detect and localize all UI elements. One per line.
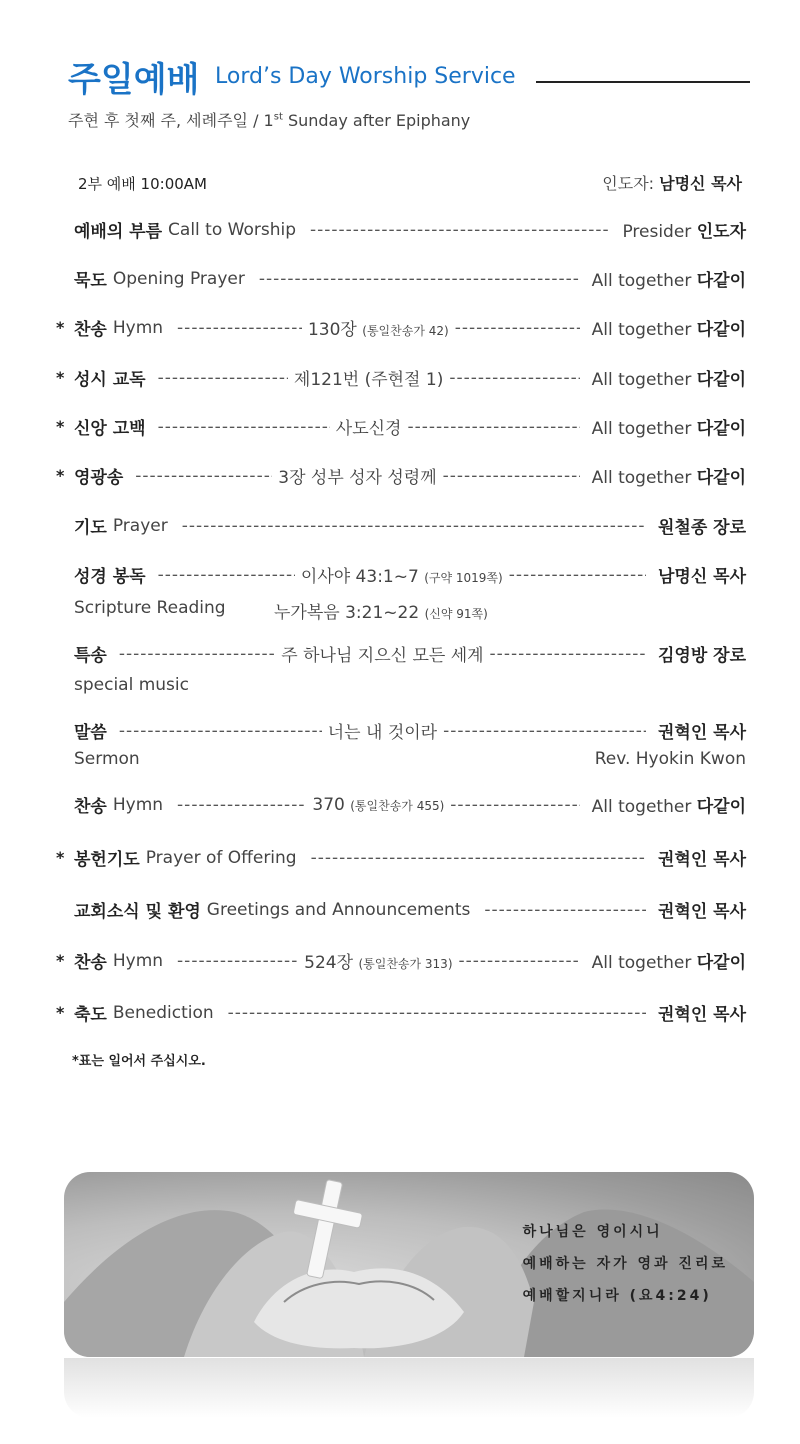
leader-dashes — [182, 516, 646, 536]
page-title-english: Lord’s Day Worship Service — [215, 64, 516, 89]
item-title-english: Call to Worship — [168, 219, 296, 240]
order-item — [74, 718, 746, 743]
verse-banner — [64, 1172, 754, 1357]
scripture-subline — [74, 598, 746, 623]
item-title: 영광송 — [74, 468, 124, 488]
item-leader — [658, 562, 746, 587]
item-detail — [281, 641, 483, 666]
sermon-subline — [74, 749, 746, 769]
item-detail — [312, 795, 444, 815]
verse-line-1: 하나님은 영이시니 — [522, 1224, 663, 1240]
item-leader-korean: 다같이 — [696, 468, 746, 488]
item-leader — [592, 414, 746, 439]
item-leader-english: All together — [591, 370, 692, 390]
leader-dashes — [450, 795, 579, 815]
leader-dashes — [459, 951, 580, 971]
order-item — [56, 948, 746, 973]
item-detail-text: 제121번 (주현절 1) — [293, 370, 444, 390]
subtitle — [68, 108, 470, 131]
leader-dashes — [443, 721, 646, 741]
item-detail-text: 사도신경 — [335, 419, 402, 439]
leader-dashes — [228, 1003, 646, 1023]
special-music-label: special music — [74, 675, 189, 695]
header — [68, 52, 758, 100]
item-detail — [304, 948, 452, 973]
item-leader — [592, 365, 746, 390]
scripture-second-reading — [274, 598, 488, 623]
sermon-speaker-english: Rev. Hyokin Kwon — [594, 749, 746, 769]
item-leader-korean: 남명신 목사 — [657, 567, 747, 587]
item-title: 찬송 — [74, 797, 107, 817]
title-divider — [536, 81, 750, 83]
item-leader — [658, 718, 746, 743]
item-detail — [278, 463, 436, 488]
verse-line-3: 예배할지니라 (요4:24) — [522, 1288, 712, 1304]
service-time: 2부 예배 10:00AM — [78, 175, 207, 193]
item-leader — [658, 641, 746, 666]
item-title-english: Greetings and Announcements — [206, 899, 471, 920]
item-detail — [308, 315, 449, 340]
item-title: 성경 봉독 — [74, 567, 146, 587]
item-detail-text: 370 — [312, 794, 345, 815]
item-leader-english: All together — [591, 320, 692, 340]
standing-mark: * — [56, 1003, 65, 1022]
leader-dashes — [119, 721, 322, 741]
item-leader-english: All together — [591, 468, 692, 488]
order-item — [56, 845, 746, 870]
leader-dashes — [177, 795, 306, 815]
item-leader — [592, 792, 746, 817]
item-title-english: Opening Prayer — [112, 268, 245, 289]
verse-line-2: 예배하는 자가 영과 진리로 — [522, 1256, 728, 1272]
leader-dashes — [119, 644, 275, 664]
subtitle-text-a: 주현 후 첫째 주, 세례주일 / 1 — [68, 111, 274, 130]
scripture-second-ref: 누가복음 3:21~22 — [274, 603, 420, 623]
item-leader — [592, 315, 746, 340]
item-detail-text: 524장 — [304, 953, 354, 973]
order-item — [56, 315, 746, 340]
item-title: 찬송 — [74, 953, 107, 973]
item-leader-korean: 권혁인 목사 — [657, 1005, 746, 1025]
item-title: 예배의 부름 — [74, 222, 163, 242]
item-title-english: Prayer — [112, 515, 168, 536]
leader-dashes — [158, 368, 288, 388]
presider-name: 남명신 목사 — [659, 174, 742, 193]
item-leader — [622, 217, 746, 242]
item-leader-korean: 다같이 — [696, 419, 746, 439]
item-leader-korean: 권혁인 목사 — [657, 850, 746, 870]
sermon-label: Sermon — [74, 749, 140, 769]
item-title: 특송 — [74, 646, 107, 666]
leader-dashes — [407, 417, 579, 437]
item-leader-korean: 권혁인 목사 — [657, 902, 746, 922]
item-leader-korean: 원철종 장로 — [657, 518, 746, 538]
standing-note: *표는 일어서 주십시오. — [72, 1054, 206, 1069]
standing-mark: * — [56, 318, 65, 337]
item-title-english: Hymn — [112, 794, 164, 815]
standing-mark: * — [56, 466, 65, 485]
item-leader-english: All together — [591, 797, 692, 817]
leader-dashes — [443, 466, 580, 486]
item-leader-english: All together — [591, 419, 692, 439]
order-item — [74, 513, 746, 538]
leader-dashes — [158, 417, 330, 437]
page-title: 주일예배 — [68, 60, 200, 100]
item-title: 축도 — [74, 1005, 107, 1025]
item-leader — [592, 463, 746, 488]
leader-dashes — [311, 848, 646, 868]
leader-dashes — [310, 220, 610, 240]
item-leader-korean: 다같이 — [696, 320, 746, 340]
bible-verse — [523, 1216, 728, 1312]
presider-info — [602, 171, 742, 194]
item-detail-note: (통일찬송가 455) — [350, 798, 445, 813]
leader-dashes — [484, 900, 646, 920]
item-title: 신앙 고백 — [74, 419, 146, 439]
item-title-english: Hymn — [112, 950, 164, 971]
item-title: 봉헌기도 — [74, 850, 140, 870]
leader-dashes — [449, 368, 579, 388]
item-detail — [294, 365, 443, 390]
leader-dashes — [177, 318, 302, 338]
item-detail — [336, 414, 402, 439]
item-title: 묵도 — [74, 271, 107, 291]
item-detail-note: (통일찬송가 313) — [358, 957, 453, 971]
leader-dashes — [158, 565, 295, 585]
item-leader-korean: 다같이 — [696, 370, 746, 390]
item-detail-text: 3장 성부 성자 성령께 — [278, 468, 437, 488]
item-leader-korean: 권혁인 목사 — [657, 723, 747, 743]
item-title-english: Prayer of Offering — [145, 847, 297, 868]
item-leader-korean: 다같이 — [696, 797, 747, 817]
order-item — [74, 217, 746, 242]
scripture-reading-label: Scripture Reading — [74, 598, 226, 618]
item-detail — [328, 718, 437, 743]
item-leader-english: All together — [591, 953, 692, 973]
order-item — [74, 562, 746, 587]
standing-mark: * — [56, 848, 65, 867]
order-item — [56, 365, 746, 390]
item-detail-text: 130장 — [307, 320, 357, 340]
leader-dashes — [455, 318, 580, 338]
order-item — [74, 641, 746, 666]
leader-dashes — [135, 466, 272, 486]
standing-mark: * — [56, 951, 65, 970]
item-leader — [658, 1000, 746, 1025]
order-item — [74, 266, 746, 291]
subtitle-ordinal: st — [273, 111, 283, 123]
item-leader-korean: 다같이 — [696, 953, 746, 973]
item-title: 말씀 — [74, 723, 107, 743]
item-detail-text: 이사야 43:1~7 — [300, 567, 419, 587]
item-detail-note: (구약 1019쪽) — [424, 571, 503, 585]
item-leader-korean: 김영방 장로 — [657, 646, 746, 666]
order-item — [74, 792, 746, 817]
leader-dashes — [177, 951, 298, 971]
scripture-second-note: (신약 91쪽) — [424, 607, 488, 621]
item-leader — [658, 513, 746, 538]
special-music-subline — [74, 675, 746, 695]
item-leader — [658, 845, 746, 870]
item-leader — [592, 948, 746, 973]
standing-mark: * — [56, 417, 65, 436]
item-detail-text: 너는 내 것이라 — [327, 723, 438, 743]
item-title: 기도 — [74, 518, 107, 538]
leader-dashes — [509, 565, 646, 585]
order-item — [56, 463, 746, 488]
item-leader-korean: 다같이 — [696, 271, 746, 291]
order-item — [56, 414, 746, 439]
item-leader-english: All together — [591, 271, 692, 291]
order-item — [74, 897, 746, 922]
leader-dashes — [490, 644, 646, 664]
item-leader-english: Presider — [622, 222, 692, 242]
item-title: 교회소식 및 환영 — [74, 902, 201, 922]
subtitle-text-b: Sunday after Epiphany — [282, 111, 471, 130]
item-title: 찬송 — [74, 320, 107, 340]
presider-label: 인도자: — [602, 174, 660, 193]
order-item — [56, 1000, 746, 1025]
standing-mark: * — [56, 368, 65, 387]
item-title-english: Hymn — [112, 317, 164, 338]
item-leader — [592, 266, 746, 291]
banner-reflection — [64, 1358, 754, 1418]
item-detail-note: (통일찬송가 42) — [362, 324, 449, 338]
item-detail-text: 주 하나님 지으신 모든 세계 — [281, 646, 484, 666]
item-leader — [658, 897, 746, 922]
item-detail — [301, 562, 503, 587]
item-leader-korean: 인도자 — [696, 222, 746, 242]
item-title: 성시 교독 — [74, 370, 146, 390]
leader-dashes — [259, 269, 580, 289]
item-title-english: Benediction — [112, 1002, 214, 1023]
